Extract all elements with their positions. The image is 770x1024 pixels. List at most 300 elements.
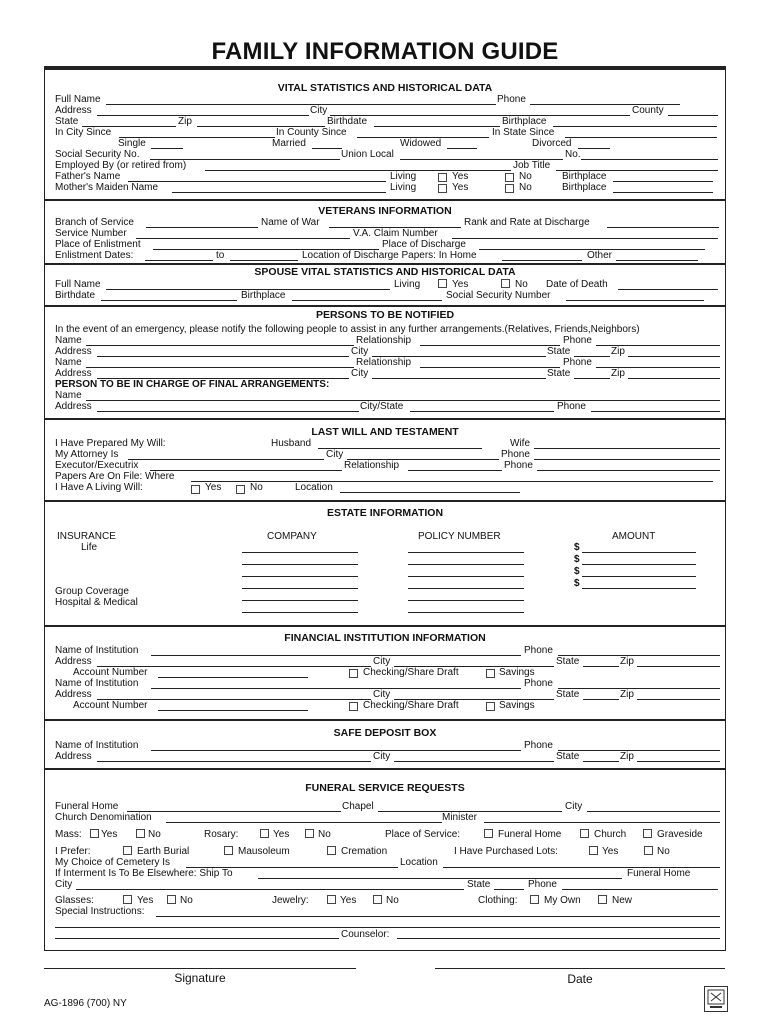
label-executor-relationship: Relationship — [344, 460, 400, 471]
label-charge-phone: Phone — [557, 401, 586, 412]
field-fin2-state[interactable] — [583, 699, 619, 700]
label-in-city-since: In City Since — [55, 127, 112, 138]
label-place-of-service: Place of Service: — [385, 829, 461, 840]
checkbox-clothing-own[interactable] — [530, 895, 539, 904]
label-union-local: Union Local — [341, 149, 394, 160]
field-notify2-city[interactable] — [372, 378, 546, 379]
field-divorced[interactable] — [578, 148, 610, 149]
checkbox-cremation[interactable] — [327, 846, 336, 855]
field-in-state-since[interactable] — [565, 137, 717, 138]
label-mass-yes: Yes — [101, 829, 118, 840]
checkbox-jewelry-yes[interactable] — [327, 895, 336, 904]
field-wife[interactable] — [534, 448, 720, 449]
checkbox-fin2-savings[interactable] — [486, 702, 495, 711]
field-spouse-ssn[interactable] — [566, 300, 704, 301]
field-sdb-zip[interactable] — [637, 761, 720, 762]
field-sdb-city[interactable] — [394, 761, 554, 762]
label-fin2-phone: Phone — [524, 678, 553, 689]
divider — [44, 418, 726, 420]
label-sdb-city: City — [373, 751, 391, 762]
divider — [44, 625, 726, 627]
field-amount-4[interactable] — [582, 588, 696, 589]
field-sdb-address[interactable] — [97, 761, 371, 762]
field-full-name[interactable] — [106, 104, 496, 105]
field-counselor[interactable] — [397, 938, 720, 939]
checkbox-service-funeral-home[interactable] — [484, 829, 493, 838]
label-notify2-name: Name — [55, 357, 82, 368]
label-service-number: Service Number — [55, 228, 127, 239]
label-married: Married — [272, 138, 306, 149]
field-company-1[interactable] — [242, 552, 358, 553]
section-financial-heading: FINANCIAL INSTITUTION INFORMATION — [284, 632, 486, 644]
label-notify2-zip: Zip — [611, 368, 625, 379]
label-zip: Zip — [178, 116, 192, 127]
checkbox-glasses-no[interactable] — [167, 895, 176, 904]
checkbox-father-living-yes[interactable] — [438, 173, 447, 182]
field-executor-relationship[interactable] — [408, 470, 502, 471]
section-vital-stats-heading: VITAL STATISTICS AND HISTORICAL DATA — [277, 82, 493, 94]
field-fin1-phone[interactable] — [558, 655, 720, 656]
field-mothers-maiden[interactable] — [172, 192, 386, 193]
label-notify2-city: City — [351, 368, 369, 379]
checkbox-fin2-checking[interactable] — [349, 702, 358, 711]
label-living-will-yes: Yes — [205, 482, 222, 493]
field-living-will-location[interactable] — [340, 492, 520, 493]
divider — [44, 768, 726, 770]
field-policy-1[interactable] — [408, 552, 524, 553]
label-fin1-phone: Phone — [524, 645, 553, 656]
field-notify1-relationship[interactable] — [420, 345, 560, 346]
label-ship-state: State — [467, 879, 491, 890]
label-in-state-since: In State Since — [492, 127, 555, 138]
label-widowed: Widowed — [400, 138, 442, 149]
label-spouse-yes: Yes — [452, 279, 469, 290]
date-line[interactable] — [435, 968, 725, 969]
label-spouse-ssn: Social Security Number — [446, 290, 551, 301]
label-loc-discharge: Location of Discharge Papers: In Home — [302, 250, 477, 261]
field-fin2-phone[interactable] — [558, 688, 720, 689]
label-spouse-full-name: Full Name — [55, 279, 101, 290]
label-notify1-state: State — [547, 346, 571, 357]
label-single: Single — [118, 138, 146, 149]
label-service-funeral-home: Funeral Home — [498, 829, 562, 840]
label-notify2-phone: Phone — [563, 357, 592, 368]
label-attorney: My Attorney Is — [55, 449, 119, 460]
label-fin2-zip: Zip — [620, 689, 634, 700]
field-birthdate[interactable] — [374, 126, 500, 127]
field-fin1-name[interactable] — [151, 655, 521, 656]
label-notify2-state: State — [547, 368, 571, 379]
label-ship-to: If Interment Is To Be Elsewhere: Ship To — [55, 868, 233, 879]
label-ssn: Social Security No. — [55, 149, 140, 160]
field-charge-phone[interactable] — [591, 411, 720, 412]
checkbox-mother-living-no[interactable] — [505, 184, 514, 193]
section-funeral-heading: FUNERAL SERVICE REQUESTS — [305, 782, 465, 794]
label-spouse-living: Living — [394, 279, 421, 290]
label-fin2-checking: Checking/Share Draft — [363, 700, 459, 711]
checkbox-lots-yes[interactable] — [589, 846, 598, 855]
label-special-instructions: Special Instructions: — [55, 906, 145, 917]
label-glasses: Glasses: — [55, 895, 94, 906]
checkbox-fin1-savings[interactable] — [486, 669, 495, 678]
label-charge-address: Address — [55, 401, 92, 412]
label-funeral-home: Funeral Home — [55, 801, 119, 812]
label-father-no: No — [519, 171, 532, 182]
label-notify1-name: Name — [55, 335, 82, 346]
label-cemetery: My Choice of Cemetery Is — [55, 857, 171, 868]
field-funeral-city[interactable] — [587, 811, 720, 812]
label-chapel: Chapel — [342, 801, 374, 812]
label-divorced: Divorced — [532, 138, 572, 149]
label-mother-no: No — [519, 182, 532, 193]
field-married[interactable] — [312, 148, 342, 149]
field-sdb-name[interactable] — [151, 750, 521, 751]
label-spouse-no: No — [515, 279, 528, 290]
label-fin2-account: Account Number — [73, 700, 148, 711]
dollar-sign: $ — [574, 542, 580, 553]
field-other[interactable] — [616, 260, 698, 261]
label-attorney-phone: Phone — [501, 449, 530, 460]
label-hospital-medical: Hospital & Medical — [55, 597, 138, 608]
field-sdb-state[interactable] — [583, 761, 619, 762]
checkbox-service-graveside[interactable] — [643, 829, 652, 838]
col-insurance: INSURANCE — [57, 531, 116, 542]
label-date-of-death: Date of Death — [546, 279, 608, 290]
label-jewelry-yes: Yes — [340, 895, 357, 906]
label-fin1-city: City — [373, 656, 391, 667]
field-policy-3[interactable] — [408, 576, 524, 577]
field-county[interactable] — [668, 115, 718, 116]
field-church-denom[interactable] — [166, 822, 442, 823]
field-policy-6[interactable] — [408, 612, 524, 613]
label-wife: Wife — [510, 438, 530, 449]
section-estate-heading: ESTATE INFORMATION — [326, 507, 444, 519]
col-company: COMPANY — [267, 531, 317, 542]
label-earth-burial: Earth Burial — [137, 846, 190, 857]
label-rosary-no: No — [318, 829, 331, 840]
field-branch[interactable] — [146, 227, 258, 228]
label-husband: Husband — [271, 438, 312, 449]
checkbox-father-living-no[interactable] — [505, 173, 514, 182]
label-branch: Branch of Service — [55, 217, 134, 228]
label-mothers-maiden: Mother's Maiden Name — [55, 182, 159, 193]
field-company-6[interactable] — [242, 612, 358, 613]
label-group-coverage: Group Coverage — [55, 586, 129, 597]
label-to: to — [216, 250, 225, 261]
field-executor[interactable] — [150, 470, 342, 471]
checkbox-rosary-yes[interactable] — [260, 829, 269, 838]
label-glasses-yes: Yes — [137, 895, 154, 906]
label-state: State — [55, 116, 79, 127]
label-notify1-zip: Zip — [611, 346, 625, 357]
col-policy: POLICY NUMBER — [418, 531, 501, 542]
section-spouse-heading: SPOUSE VITAL STATISTICS AND HISTORICAL DATA — [254, 266, 516, 278]
form-code: AG-1896 (700) NY — [44, 998, 127, 1009]
field-va-claim[interactable] — [452, 238, 718, 239]
checkbox-spouse-living-no[interactable] — [501, 279, 510, 288]
checkbox-fin1-checking[interactable] — [349, 669, 358, 678]
label-fin1-zip: Zip — [620, 656, 634, 667]
field-fin1-state[interactable] — [583, 666, 619, 667]
publisher-logo-icon — [704, 986, 728, 1012]
field-city[interactable] — [330, 115, 630, 116]
label-sdb-phone: Phone — [524, 740, 553, 751]
field-attorney-phone[interactable] — [534, 459, 720, 460]
label-spouse-birthdate: Birthdate — [55, 290, 96, 301]
label-jewelry-no: No — [386, 895, 399, 906]
field-fin2-zip[interactable] — [637, 699, 720, 700]
field-spouse-birthplace[interactable] — [292, 300, 442, 301]
label-employed-by: Employed By (or retired from) — [55, 160, 187, 171]
label-mother-birthplace: Birthplace — [562, 182, 607, 193]
field-policy-5[interactable] — [408, 600, 524, 601]
field-funeral-home[interactable] — [127, 811, 341, 812]
label-notify2-address: Address — [55, 368, 92, 379]
label-notify1-city: City — [351, 346, 369, 357]
charge-heading: PERSON TO BE IN CHARGE OF FINAL ARRANGEMENTS: — [55, 379, 330, 390]
label-spouse-birthplace: Birthplace — [241, 290, 286, 301]
date-label: Date — [567, 972, 593, 986]
label-fin2-city: City — [373, 689, 391, 700]
label-sdb-state: State — [556, 751, 580, 762]
label-mother-yes: Yes — [452, 182, 469, 193]
field-ship-state[interactable] — [494, 889, 524, 890]
label-living-will-no: No — [250, 482, 263, 493]
field-fathers-name[interactable] — [128, 181, 386, 182]
persons-intro: In the event of an emergency, please notify the following people to assist in any further arrangements.(Relatives, Friends,Neighbors) — [55, 324, 640, 335]
field-fin2-account[interactable] — [158, 710, 308, 711]
field-sdb-phone[interactable] — [558, 750, 720, 751]
field-fin1-zip[interactable] — [637, 666, 720, 667]
checkbox-mausoleum[interactable] — [224, 846, 233, 855]
label-birthplace: Birthplace — [502, 116, 547, 127]
field-service-number[interactable] — [136, 238, 350, 239]
divider — [44, 263, 726, 265]
field-mother-birthplace[interactable] — [613, 192, 713, 193]
section-safe-deposit-heading: SAFE DEPOSIT BOX — [333, 727, 437, 739]
section-veterans-heading: VETERANS INFORMATION — [318, 205, 452, 217]
field-notify1-address[interactable] — [97, 356, 349, 357]
divider — [44, 199, 726, 201]
section-will-heading: LAST WILL AND TESTAMENT — [311, 426, 459, 438]
field-birthplace[interactable] — [553, 126, 717, 127]
label-executor-phone: Phone — [504, 460, 533, 471]
label-sdb-name: Name of Institution — [55, 740, 139, 751]
field-notify2-name[interactable] — [86, 367, 354, 368]
checkbox-service-church[interactable] — [580, 829, 589, 838]
signature-label: Signature — [174, 971, 226, 985]
checkbox-glasses-yes[interactable] — [123, 895, 132, 904]
dollar-sign: $ — [574, 578, 580, 589]
label-rank: Rank and Rate at Discharge — [464, 217, 590, 228]
checkbox-mass-no[interactable] — [136, 829, 145, 838]
label-cremation: Cremation — [341, 846, 388, 857]
label-attorney-city: City — [326, 449, 344, 460]
checkbox-spouse-living-yes[interactable] — [438, 279, 447, 288]
label-place-discharge: Place of Discharge — [382, 239, 466, 250]
field-address[interactable] — [97, 115, 309, 116]
checkbox-clothing-new[interactable] — [598, 895, 607, 904]
label-city: City — [310, 105, 328, 116]
label-prepared-will: I Have Prepared My Will: — [55, 438, 166, 449]
checkbox-living-will-no[interactable] — [236, 485, 245, 494]
checkbox-jewelry-no[interactable] — [373, 895, 382, 904]
label-fin1-name: Name of Institution — [55, 645, 139, 656]
divider — [44, 305, 726, 307]
label-fin1-account: Account Number — [73, 667, 148, 678]
label-minister: Minister — [442, 812, 478, 823]
label-mausoleum: Mausoleum — [238, 846, 290, 857]
label-father-birthplace: Birthplace — [562, 171, 607, 182]
col-amount: AMOUNT — [612, 531, 656, 542]
field-company-3[interactable] — [242, 576, 358, 577]
label-living-will-location: Location — [295, 482, 333, 493]
label-name-of-war: Name of War — [261, 217, 320, 228]
field-notify1-name[interactable] — [86, 345, 354, 346]
label-sdb-zip: Zip — [620, 751, 634, 762]
field-spouse-birthdate[interactable] — [101, 300, 237, 301]
label-mother-living: Living — [390, 182, 417, 193]
label-ship-phone: Phone — [528, 879, 557, 890]
field-company-4[interactable] — [242, 588, 358, 589]
field-charge-address[interactable] — [97, 411, 359, 412]
label-va-claim: V.A. Claim Number — [353, 228, 438, 239]
checkbox-living-will-yes[interactable] — [191, 485, 200, 494]
label-phone: Phone — [497, 94, 526, 105]
label-mass: Mass: — [55, 829, 82, 840]
field-executor-phone[interactable] — [537, 470, 720, 471]
field-fin1-account[interactable] — [158, 677, 308, 678]
page-title: FAMILY INFORMATION GUIDE — [211, 38, 559, 65]
label-union-no: No. — [565, 149, 581, 160]
field-date-of-death[interactable] — [618, 289, 718, 290]
label-county: County — [632, 105, 664, 116]
label-fin2-address: Address — [55, 689, 92, 700]
label-ship-city: City — [55, 879, 73, 890]
divider — [44, 500, 726, 502]
field-ship-phone[interactable] — [562, 889, 718, 890]
label-charge-name: Name — [55, 390, 82, 401]
label-fin2-state: State — [556, 689, 580, 700]
field-minister[interactable] — [484, 822, 720, 823]
field-notify2-zip[interactable] — [628, 378, 720, 379]
label-other: Other — [587, 250, 613, 261]
field-single[interactable] — [151, 148, 183, 149]
label-mass-no: No — [148, 829, 161, 840]
label-notify1-relationship: Relationship — [356, 335, 412, 346]
field-ship-city[interactable] — [76, 889, 464, 890]
label-service-graveside: Graveside — [657, 829, 703, 840]
label-fin2-savings: Savings — [499, 700, 535, 711]
label-purchased-lots: I Have Purchased Lots: — [454, 846, 558, 857]
label-full-name: Full Name — [55, 94, 101, 105]
label-job-title: Job Title — [513, 160, 551, 171]
signature-line[interactable] — [44, 968, 356, 969]
label-glasses-no: No — [180, 895, 193, 906]
label-fathers-name: Father's Name — [55, 171, 121, 182]
field-ship-to[interactable] — [258, 878, 622, 879]
field-policy-2[interactable] — [408, 564, 524, 565]
label-father-yes: Yes — [452, 171, 469, 182]
label-fin2-name: Name of Institution — [55, 678, 139, 689]
label-jewelry: Jewelry: — [272, 895, 309, 906]
label-lots-no: No — [657, 846, 670, 857]
label-living-will: I Have A Living Will: — [55, 482, 143, 493]
field-loc-discharge[interactable] — [502, 260, 582, 261]
dollar-sign: $ — [574, 554, 580, 565]
checkbox-rosary-no[interactable] — [305, 829, 314, 838]
checkbox-mass-yes[interactable] — [90, 829, 99, 838]
field-rank[interactable] — [607, 227, 719, 228]
label-notify1-phone: Phone — [563, 335, 592, 346]
label-clothing-new: New — [612, 895, 633, 906]
field-union-no[interactable] — [581, 159, 718, 160]
field-papers[interactable] — [191, 481, 713, 482]
divider — [44, 719, 726, 721]
field-attorney[interactable] — [128, 459, 324, 460]
field-notify1-zip[interactable] — [628, 356, 720, 357]
field-notify2-relationship[interactable] — [420, 367, 560, 368]
field-special-3[interactable] — [55, 938, 339, 939]
label-fin1-state: State — [556, 656, 580, 667]
field-charge-city-state[interactable] — [410, 411, 554, 412]
label-sdb-address: Address — [55, 751, 92, 762]
label-lots-yes: Yes — [602, 846, 619, 857]
field-company-2[interactable] — [242, 564, 358, 565]
label-service-church: Church — [594, 829, 627, 840]
field-special-2[interactable] — [55, 927, 720, 928]
label-enlist-dates: Enlistment Dates: — [55, 250, 134, 261]
field-amount-2[interactable] — [582, 564, 696, 565]
field-amount-1[interactable] — [582, 552, 696, 553]
label-fin1-address: Address — [55, 656, 92, 667]
label-fin1-savings: Savings — [499, 667, 535, 678]
label-funeral-city: City — [565, 801, 583, 812]
label-life: Life — [81, 542, 98, 553]
label-papers: Papers Are On File: Where — [55, 471, 175, 482]
field-widowed[interactable] — [447, 148, 477, 149]
label-cemetery-location: Location — [400, 857, 438, 868]
label-place-enlist: Place of Enlistment — [55, 239, 141, 250]
field-amount-3[interactable] — [582, 576, 696, 577]
label-clothing-own: My Own — [544, 895, 581, 906]
label-fin1-checking: Checking/Share Draft — [363, 667, 459, 678]
section-persons-heading: PERSONS TO BE NOTIFIED — [315, 309, 455, 321]
field-special-1[interactable] — [156, 916, 720, 917]
label-charge-city-state: City/State — [360, 401, 404, 412]
field-company-5[interactable] — [242, 600, 358, 601]
label-church-denom: Church Denomination — [55, 812, 152, 823]
checkbox-lots-no[interactable] — [644, 846, 653, 855]
label-birthdate: Birthdate — [327, 116, 368, 127]
label-executor: Executor/Executrix — [55, 460, 139, 471]
field-policy-4[interactable] — [408, 588, 524, 589]
field-fin2-name[interactable] — [151, 688, 521, 689]
field-father-birthplace[interactable] — [613, 181, 713, 182]
label-prefer: I Prefer: — [55, 846, 91, 857]
label-counselor: Counselor: — [341, 929, 390, 940]
label-notify1-address: Address — [55, 346, 92, 357]
field-enlist-to[interactable] — [230, 260, 298, 261]
label-in-county-since: In County Since — [276, 127, 347, 138]
label-notify2-relationship: Relationship — [356, 357, 412, 368]
checkbox-earth-burial[interactable] — [123, 846, 132, 855]
field-notify2-state[interactable] — [574, 378, 610, 379]
field-enlist-from[interactable] — [145, 260, 213, 261]
dollar-sign: $ — [574, 566, 580, 577]
checkbox-mother-living-yes[interactable] — [438, 184, 447, 193]
label-address: Address — [55, 105, 92, 116]
